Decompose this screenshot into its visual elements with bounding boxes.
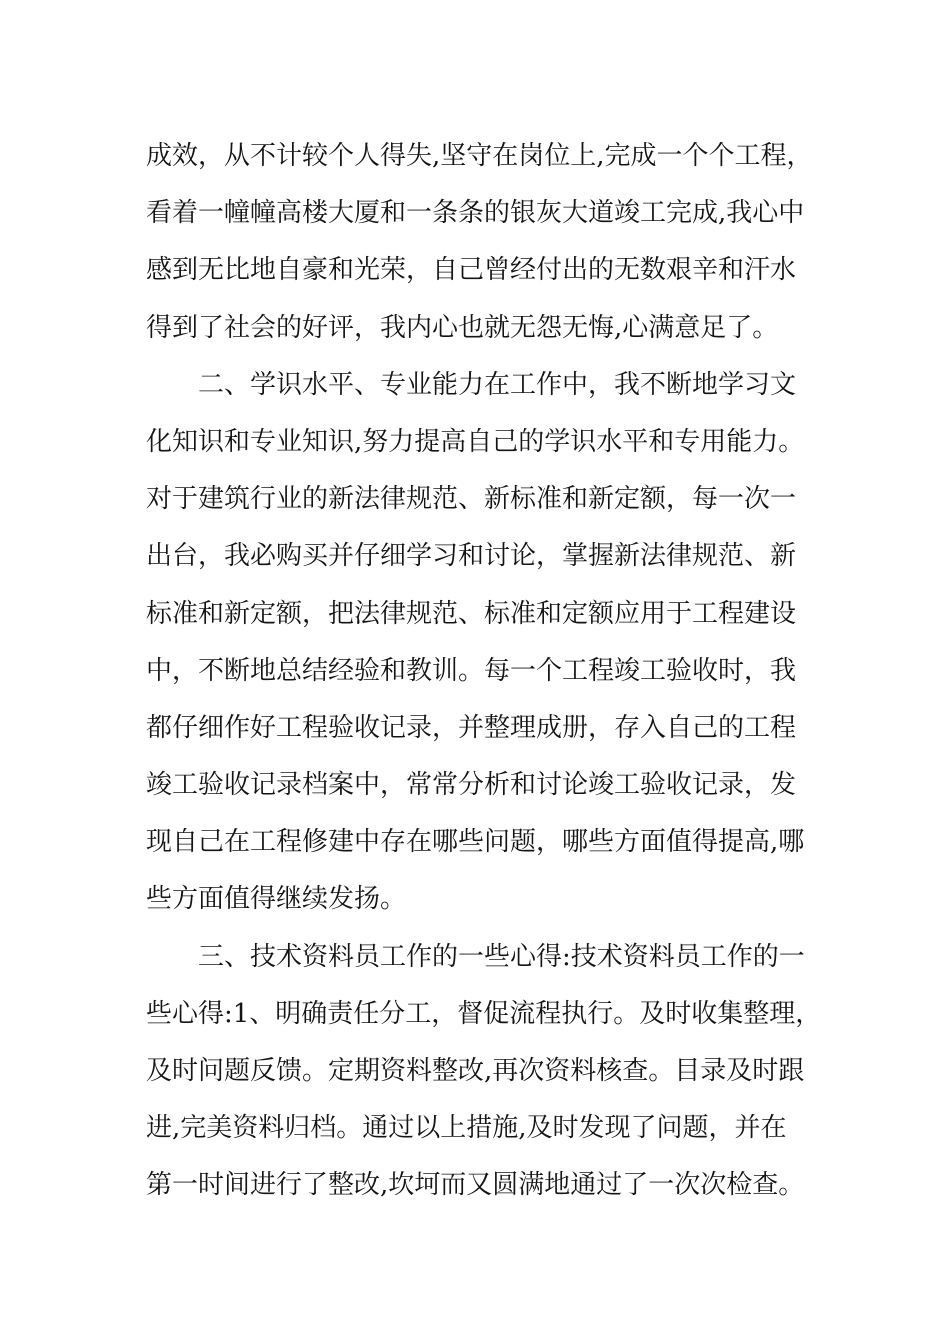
text-line: 得到了社会的好评，我内心也就无怨无悔,心满意足了。 <box>146 312 779 343</box>
document-body <box>146 128 836 1215</box>
text-line: 成效，从不计较个人得失,坚守在岗位上,完成一个个工程， <box>146 141 813 171</box>
text-line: 进,完美资料归档。通过以上措施,及时发现了问题，并在 <box>146 1113 787 1144</box>
text-line: 标准和新定额，把法律规范、标准和定额应用于工程建设 <box>146 598 797 629</box>
text-line: 化知识和专业知识,努力提高自己的学识水平和专用能力。 <box>146 426 805 457</box>
text-line: 感到无比地自豪和光荣，自己曾经付出的无数艰辛和汗水 <box>146 255 797 286</box>
text-line: 看着一幢幢高楼大厦和一条条的银灰大道竣工完成,我心中 <box>146 198 805 229</box>
text-line: 些方面值得继续发扬。 <box>146 884 407 915</box>
text-line: 都仔细作好工程验收记录，并整理成册，存入自己的工程 <box>146 712 797 743</box>
text-line: 对于建筑行业的新法律规范、新标准和新定额，每一次一 <box>146 484 797 515</box>
text-line: 第一时间进行了整改,坎坷而又圆满地通过了一次次检查。 <box>146 1170 805 1201</box>
text-line: 中，不断地总结经验和教训。每一个工程竣工验收时，我 <box>146 655 797 686</box>
text-line: 出台，我必购买并仔细学习和讨论，掌握新法律规范、新 <box>146 541 797 572</box>
paragraph-first-line: 三、技术资料员工作的一些心得:技术资料员工作的一 <box>198 941 805 972</box>
text-line: 现自己在工程修建中存在哪些问题，哪些方面值得提高,哪 <box>146 827 805 858</box>
text-line: 竣工验收记录档案中，常常分析和讨论竣工验收记录，发 <box>146 770 797 801</box>
text-line: 及时问题反馈。定期资料整改,再次资料核查。目录及时跟 <box>146 1056 805 1086</box>
text-line: 些心得:1、明确责任分工，督促流程执行。及时收集整理， <box>146 998 822 1029</box>
paragraph-first-line: 二、学识水平、专业能力在工作中，我不断地学习文 <box>198 369 797 400</box>
